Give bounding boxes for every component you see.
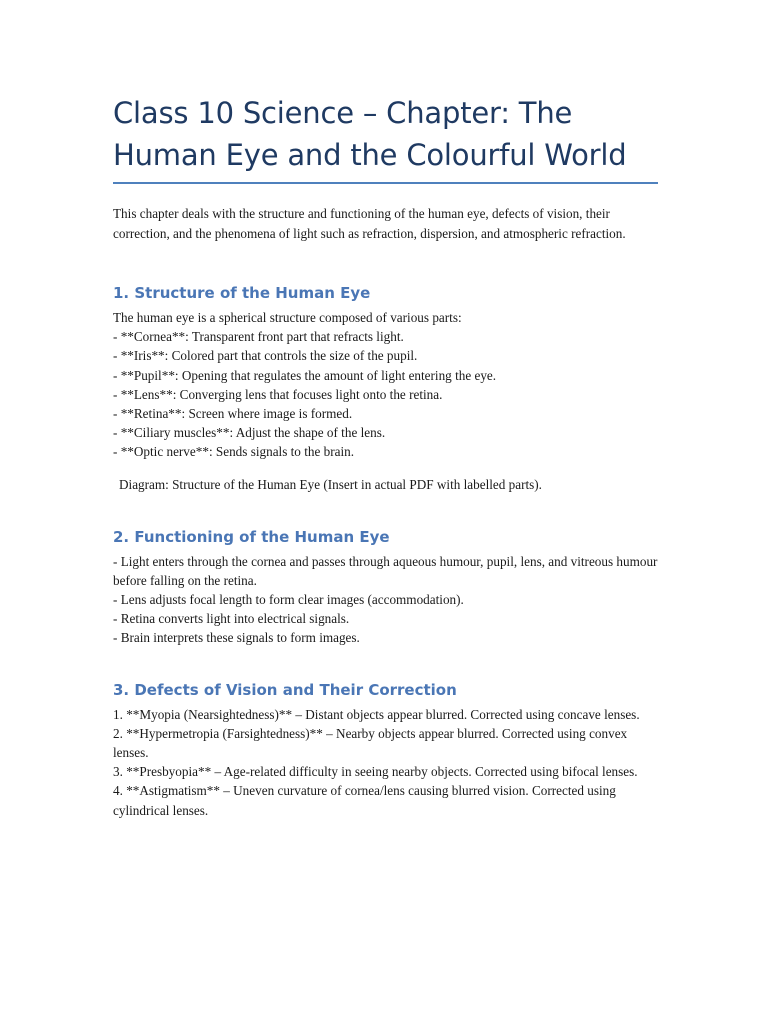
list-item: - **Lens**: Converging lens that focuses light onto the retina.: [113, 386, 443, 402]
list-item: 4. **Astigmatism** – Uneven curvature of cornea/lens causing blurred vision. Corrected using cylindrical lenses.: [113, 783, 616, 818]
list-item: - **Retina**: Screen where image is formed.: [113, 406, 353, 422]
list-item: - Light enters through the cornea and passes through aqueous humour, pupil, lens, and vitreous humour before falling on the retina.: [113, 553, 658, 588]
list-item: - **Optic nerve**: Sends signals to the brain.: [113, 444, 354, 460]
list-item: - **Ciliary muscles**: Adjust the shape of the lens.: [113, 425, 386, 441]
diagram-caption: Diagram: Structure of the Human Eye (Insert in actual PDF with labelled parts).: [119, 476, 542, 492]
section-heading-defects: 3. Defects of Vision and Their Correction: [113, 680, 457, 699]
list-item: - Brain interprets these signals to form images.: [113, 630, 360, 646]
section-heading-structure: 1. Structure of the Human Eye: [113, 284, 371, 302]
list-item: The human eye is a spherical structure composed of various parts:: [113, 310, 462, 325]
list-item: - **Pupil**: Opening that regulates the amount of light entering the eye.: [113, 367, 497, 383]
list-item: 2. **Hypermetropia (Farsightedness)** – Nearby objects appear blurred. Corrected using convex lenses.: [113, 725, 628, 761]
document-page: [113, 92, 658, 820]
section-heading-functioning: 2. Functioning of the Human Eye: [113, 527, 390, 546]
document-title: Class 10 Science – Chapter: The Human Eye and the Colourful World: [113, 92, 658, 184]
list-item: - Retina converts light into electrical signals.: [113, 611, 350, 627]
list-item: - Lens adjusts focal length to form clear images (accommodation).: [113, 592, 464, 608]
intro-paragraph: This chapter deals with the structure and functioning of the human eye, defects of vision, their correction, and the phenomena of light such as refraction, dispersion, and atmospheric refraction.: [113, 206, 626, 241]
list-item: 1. **Myopia (Nearsightedness)** – Distant objects appear blurred. Corrected using concave lenses.: [113, 706, 640, 722]
list-item: - **Iris**: Colored part that controls the size of the pupil.: [113, 348, 418, 364]
defects-list: [113, 705, 658, 820]
list-item: - **Cornea**: Transparent front part that refracts light.: [113, 329, 404, 345]
list-item: 3. **Presbyopia** – Age-related difficulty in seeing nearby objects. Corrected using bifocal lenses.: [113, 764, 638, 780]
functioning-list: [113, 552, 658, 648]
structure-list: [113, 308, 658, 462]
